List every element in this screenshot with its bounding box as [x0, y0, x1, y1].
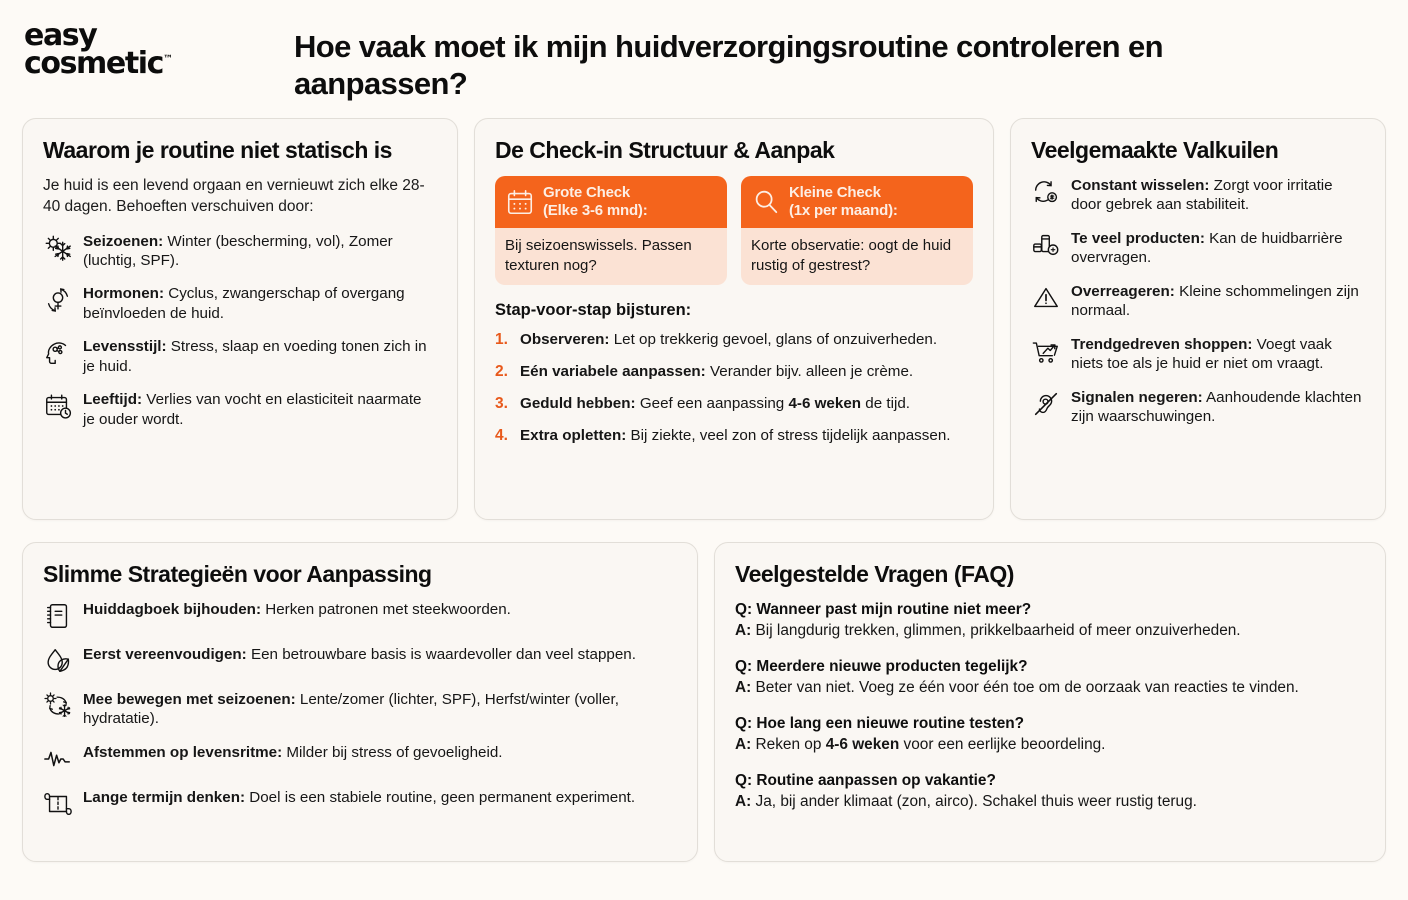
check-box-group — [495, 176, 973, 285]
list-item-desc: Winter (bescherming, vol), Zomer (luchtig, SPF). — [83, 232, 393, 269]
card-title-pitfalls: Veelgemaakte Valkuilen — [1031, 137, 1279, 163]
step-desc-before: Geef een aanpassing — [635, 395, 789, 413]
step-label: Geduld hebben: — [520, 395, 636, 413]
check-heading-line1: Kleine Check — [789, 184, 881, 201]
list-item — [43, 232, 437, 271]
list-item — [43, 284, 437, 323]
leaf-drop-icon — [43, 646, 73, 676]
list-item-text — [83, 600, 511, 619]
faq-question-text: Wanneer past mijn routine niet meer? — [752, 601, 1032, 618]
faq-item — [735, 714, 1365, 755]
faq-question-text: Meerdere nieuwe producten tegelijk? — [752, 658, 1028, 676]
faq-answer — [735, 621, 1365, 641]
list-item-desc: Zorgt voor irritatie door gebrek aan stabiliteit. — [1071, 177, 1333, 214]
list-item — [43, 645, 677, 676]
step-desc: Bij ziekte, veel zon of stress tijdelijk aanpassen. — [626, 427, 951, 445]
check-box-body: Korte observatie: oogt de huid rustig of gestrest? — [741, 228, 973, 285]
a-prefix: A: — [735, 736, 752, 754]
faq-answer-text-after: voor een eerlijke beoordeling. — [899, 736, 1106, 754]
list-item-label: Signalen negeren: — [1071, 388, 1203, 406]
head-lifestyle-icon — [43, 338, 73, 368]
intro-paragraph-why: Je huid is een levend orgaan en vernieuwt zich elke 28-40 dagen. Behoeften verschuiven door: — [43, 177, 425, 215]
brand-logo — [24, 14, 274, 81]
card-why-routine-not-static — [22, 118, 458, 520]
step-desc: Verander bijv. alleen je crème. — [705, 363, 914, 381]
list-item-text — [83, 788, 635, 807]
list-item — [43, 788, 677, 819]
list-item-text — [1071, 388, 1365, 427]
step-label: Eén variabele aanpassen: — [520, 363, 706, 381]
magnifier-icon — [751, 187, 781, 217]
list-item-label: Levensstijl: — [83, 338, 167, 356]
faq-answer — [735, 792, 1365, 812]
check-box-header — [741, 176, 973, 228]
faq-answer-emphasis: 4-6 weken — [825, 736, 900, 754]
warning-triangle-icon — [1031, 283, 1061, 313]
faq-answer-text: Bij langdurig trekken, glimmen, prikkelbaarheid of meer onzuiverheden. — [751, 622, 1241, 640]
step-number: 3. — [495, 395, 508, 413]
list-item-text — [1071, 176, 1365, 215]
check-box-body: Bij seizoenswissels. Passen texturen nog? — [495, 228, 727, 285]
shopping-cart-trend-icon — [1031, 336, 1061, 366]
faq-answer — [735, 678, 1365, 698]
faq-question — [735, 771, 1365, 791]
check-box-grote-check — [495, 176, 727, 285]
brand-line-1: easy — [24, 18, 97, 53]
faq-question — [735, 600, 1365, 620]
check-heading-line2: (1x per maand): — [789, 201, 898, 219]
list-item-desc: Stress, slaap en voeding tonen zich in je huid. — [83, 338, 427, 375]
card-faq — [714, 542, 1386, 862]
top-card-row — [0, 118, 1408, 520]
faq-answer-text: Ja, bij ander klimaat (zon, airco). Schakel thuis weer rustig terug. — [751, 793, 1197, 811]
list-item-label: Seizoenen: — [83, 232, 164, 250]
card-title-strategies: Slimme Strategieën voor Aanpassing — [43, 561, 432, 587]
step-number: 2. — [495, 363, 508, 381]
step-item — [495, 426, 973, 445]
list-item-desc: Voegt vaak niets toe als je huid er niet om vraagt. — [1071, 335, 1332, 373]
step-number: 4. — [495, 427, 508, 445]
list-item — [43, 337, 437, 376]
card-checkin-structure — [474, 118, 994, 520]
list-item-label: Afstemmen op levensritme: — [83, 743, 283, 761]
step-label: Observeren: — [520, 331, 610, 349]
list-item-label: Leeftijd: — [83, 391, 143, 409]
card-common-pitfalls — [1010, 118, 1386, 520]
list-item-text — [83, 645, 636, 664]
list-item-text — [83, 743, 503, 762]
step-emphasis: 4-6 weken — [788, 395, 862, 413]
step-item — [495, 394, 973, 413]
faq-answer-text-before: Reken op — [751, 736, 826, 754]
list-item — [1031, 229, 1365, 268]
step-desc: Let op trekkerig gevoel, glans of onzuiverheden. — [609, 331, 938, 349]
faq-item — [735, 600, 1365, 641]
list-item-desc: Cyclus, zwangerschap of overgang beïnvloeden de huid. — [83, 285, 405, 322]
step-desc-after: de tijd. — [861, 395, 911, 413]
faq-question — [735, 714, 1365, 734]
check-heading-line1: Grote Check — [543, 184, 630, 201]
card-title-why: Waarom je routine niet statisch is — [43, 137, 392, 163]
swap-arrows-icon — [1031, 177, 1061, 207]
too-many-products-icon — [1031, 230, 1061, 260]
list-item-desc: Milder bij stress of gevoeligheid. — [282, 743, 503, 761]
faq-item — [735, 771, 1365, 812]
list-item-desc: Kleine schommelingen zijn normaal. — [1071, 282, 1359, 320]
calendar-icon — [505, 187, 535, 217]
list-item-desc: Kan de huidbarrière overvragen. — [1071, 229, 1343, 267]
list-item-text — [83, 337, 437, 376]
q-prefix: Q: — [735, 601, 753, 618]
brand-line-2: cosmetic — [24, 45, 164, 81]
faq-question — [735, 657, 1365, 677]
check-box-heading — [789, 184, 898, 219]
why-item-list — [43, 232, 437, 430]
hormone-cycle-icon — [43, 285, 73, 315]
list-item — [1031, 335, 1365, 374]
pulse-wave-icon — [43, 744, 73, 774]
list-item-label: Overreageren: — [1071, 282, 1175, 300]
list-item — [43, 390, 437, 429]
a-prefix: A: — [735, 679, 752, 697]
list-item-text — [1071, 335, 1365, 374]
list-item-text — [1071, 282, 1365, 321]
strategies-item-list — [43, 600, 677, 819]
a-prefix: A: — [735, 793, 752, 811]
step-text — [520, 426, 951, 445]
list-item-desc: Lente/zomer (lichter, SPF), Herfst/winter (voller, hydratatie). — [83, 691, 619, 728]
notebook-icon — [43, 601, 73, 631]
faq-question-text: Routine aanpassen op vakantie? — [752, 772, 996, 790]
faq-answer — [735, 735, 1365, 755]
list-item — [43, 600, 677, 631]
sun-snow-arrows-icon — [43, 691, 73, 721]
steps-list — [495, 330, 973, 445]
sun-snowflake-icon — [43, 233, 73, 263]
calendar-clock-icon — [43, 391, 73, 421]
faq-item — [735, 657, 1365, 698]
step-text — [520, 330, 937, 349]
list-item-label: Lange termijn denken: — [83, 788, 246, 806]
list-item — [1031, 388, 1365, 427]
list-item-text — [1071, 229, 1365, 268]
step-item — [495, 330, 973, 349]
ear-muted-icon — [1031, 389, 1061, 419]
list-item-desc: Verlies van vocht en elasticiteit naarmate je ouder wordt. — [83, 391, 422, 428]
a-prefix: A: — [735, 622, 752, 640]
list-item-label: Mee bewegen met seizoenen: — [83, 691, 296, 708]
list-item-text — [83, 284, 437, 323]
list-item-desc: Doel is een stabiele routine, geen permanent experiment. — [245, 788, 636, 806]
faq-question-text: Hoe lang een nieuwe routine testen? — [752, 715, 1025, 733]
list-item-text — [83, 390, 437, 429]
list-item-label: Constant wisselen: — [1071, 177, 1210, 194]
faq-answer-text: Beter van niet. Voeg ze één voor één toe om de oorzaak van reacties te vinden. — [751, 679, 1299, 697]
step-text — [520, 362, 913, 381]
list-item — [1031, 282, 1365, 321]
list-item-label: Hormonen: — [83, 285, 164, 303]
check-heading-line2: (Elke 3-6 mnd): — [543, 201, 648, 219]
page-header — [0, 0, 1408, 118]
step-item — [495, 362, 973, 381]
list-item — [1031, 176, 1365, 215]
card-title-faq: Veelgestelde Vragen (FAQ) — [735, 561, 1014, 587]
list-item-label: Huiddagboek bijhouden: — [83, 601, 262, 618]
card-smart-strategies — [22, 542, 698, 862]
trademark-symbol: ™ — [163, 53, 174, 65]
steps-subtitle: Stap-voor-stap bijsturen: — [495, 301, 692, 320]
step-label: Extra opletten: — [520, 427, 627, 445]
bottom-card-row — [0, 542, 1408, 862]
list-item — [43, 690, 677, 729]
long-term-scroll-icon — [43, 789, 73, 819]
list-item — [43, 743, 677, 774]
check-box-kleine-check — [741, 176, 973, 285]
list-item-text — [83, 690, 677, 729]
q-prefix: Q: — [735, 658, 753, 676]
list-item-desc: Herken patronen met steekwoorden. — [261, 601, 511, 618]
step-number: 1. — [495, 331, 508, 349]
check-box-heading — [543, 184, 648, 219]
pitfalls-item-list — [1031, 176, 1365, 427]
q-prefix: Q: — [735, 772, 753, 790]
page-title: Hoe vaak moet ik mijn huidverzorgingsroutine controleren en aanpassen? — [294, 29, 1163, 102]
list-item-desc: Aanhoudende klachten zijn waarschuwingen. — [1071, 388, 1362, 426]
check-box-header — [495, 176, 727, 228]
step-text — [520, 394, 910, 413]
list-item-label: Trendgedreven shoppen: — [1071, 335, 1253, 353]
list-item-label: Te veel producten: — [1071, 229, 1205, 247]
list-item-text — [83, 232, 437, 271]
list-item-label: Eerst vereenvoudigen: — [83, 646, 247, 663]
q-prefix: Q: — [735, 715, 753, 733]
list-item-desc: Een betrouwbare basis is waardevoller dan veel stappen. — [246, 646, 636, 663]
card-title-checkin: De Check-in Structuur & Aanpak — [495, 137, 835, 163]
